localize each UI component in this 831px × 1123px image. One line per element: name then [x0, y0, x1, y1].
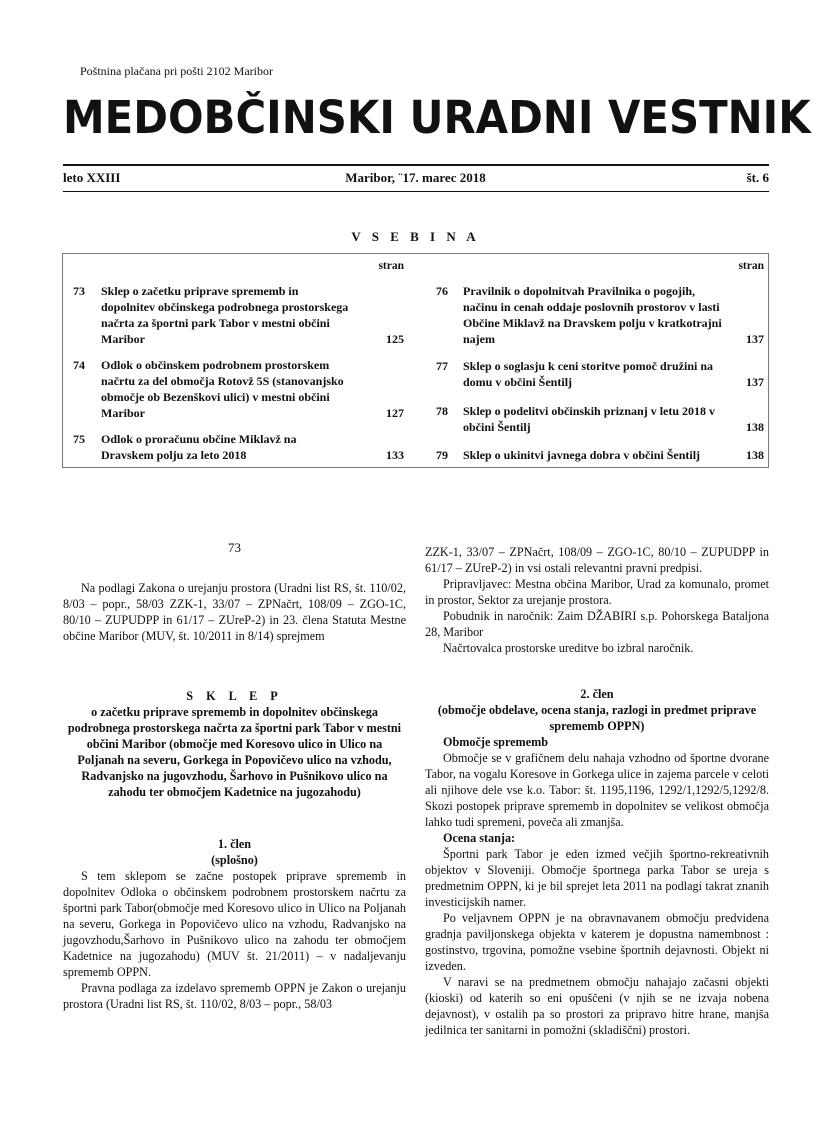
toc-entry-number: 79 — [436, 448, 448, 462]
toc-entry-title: Odlok o občinskem podrobnem prostorskem načrtu za del območja Rotovž 5S (stanovanjsko območje ob Bezenškovi ulici) v mestni občini Maribor — [101, 358, 344, 420]
toc-entry-title: Sklep o ukinitvi javnega dobra v občini Šentilj — [463, 448, 701, 462]
toc-entry-title: Pravilnik o dopolnitvah Pravilnika o pogojih, načinu in cenah oddaje poslovnih prostorov v lasti Občine Miklavž na Dravskem polju v kratkotrajni najem — [463, 284, 722, 346]
paragraph: Načrtovalca prostorske ureditve bo izbral naročnik. — [443, 641, 694, 655]
toc-entry-page: 137 — [746, 332, 764, 346]
toc-page-header: stran — [378, 260, 404, 272]
body-column-right — [425, 544, 769, 1038]
toc-entry-title: Sklep o podelitvi občinskih priznanj v letu 2018 v občini Šentilj — [463, 404, 716, 434]
toc-entry-title: Sklep o soglasju k ceni storitve pomoč družini na domu v občini Šentilj — [463, 359, 714, 389]
article-1-paragraph: Pravna podlaga za izdelavo sprememb OPPN je Zakon o urejanju prostora (Uradni list RS, št. 110/02, 8/03 – popr., 58/03 — [63, 981, 406, 1011]
toc-entry-page: 137 — [746, 375, 764, 389]
sklep-subtitle: o začetku priprave sprememb in dopolnitev občinskega podrobnega prostorskega načrta za športni park Tabor v mestni občini Maribor (območje med Koresovo ulico in Ulico na Poljanah na severu, Gorkega in Popovičevo ulico na vzhodu, Radvanjsko na jugovzhodu, Šarhovo in Pušnikovo ulico na zahodu ter območjem Kadetnice na jugozahodu) — [67, 705, 402, 799]
paragraph: V naravi se na predmetnem območju nahajajo začasni objekti (kioski) od katerih so eni opuščeni (v njih se ne izvaja nobena dejavnost), v ostalih pa so prostori za pripravo hitre hrane, manjša jedilnica ter sanitarni in pomožni (skladiščni) prostori. — [425, 975, 769, 1037]
contents-title: V S E B I N A — [351, 229, 480, 244]
toc-entry-number: 73 — [73, 284, 85, 298]
toc-entry-title: Sklep o začetku priprave sprememb in dopolnitev občinskega podrobnega prostorskega načrta za športni park Tabor v mestni občini Maribor — [101, 284, 349, 346]
toc-entry-page: 133 — [386, 448, 404, 462]
toc-entry-page: 127 — [386, 406, 404, 420]
toc-entry[interactable] — [428, 358, 768, 390]
toc-entry-page: 125 — [386, 332, 404, 346]
body-column-left — [63, 540, 406, 1012]
article-1-title: 1. člen — [217, 837, 252, 851]
toc-entry-page: 138 — [746, 448, 764, 462]
sklep-title: S K L E P — [186, 689, 283, 703]
toc-entry-number: 75 — [73, 432, 85, 446]
paragraph: Pobudnik in naročnik: Zaim DŽABIRI s.p. Pohorskega Bataljona 28, Maribor — [425, 609, 769, 639]
article-1-subtitle: (splošno) — [211, 853, 258, 867]
preamble: Na podlagi Zakona o urejanju prostora (Uradni list RS, št. 110/02, 8/03 – popr., 58/03 ZZK-1, 33/07 – ZPNačrt, 108/09 – ZGO-1C, 80/10 – ZUPUDPP in 61/17 – ZUreP-2) in 23. člena Statuta Mestne občine Maribor (MUV, št. 10/2011 in 8/14) sprejmem — [63, 581, 406, 643]
toc-entry[interactable] — [428, 403, 768, 435]
document-number: 73 — [228, 540, 241, 555]
article-1-paragraph: S tem sklepom se začne postopek priprave sprememb in dopolnitev Odloka o občinskem podrobnem prostorskem načrtu za športni park Tabor(območje med Koresovo ulico in Ulico na Poljanah na severu, Gorkega in Popovičevo ulico na vzhodu, Radvanjsko na jugovzhodu,Šarhovo in Pušnikovo ulico na zahodu ter območjem Kadetnice na jugozahodu) (MUV št. 21/2011) – v nadaljevanju sprememb OPPN. — [63, 869, 406, 979]
subheading-ocena: Ocena stanja: — [443, 831, 516, 845]
toc-entry[interactable] — [63, 283, 408, 347]
header-rule-bottom — [63, 191, 769, 192]
toc-entry-title: Odlok o proračunu občine Miklavž na Dravskem polju za leto 2018 — [101, 432, 297, 462]
toc-entry-number: 78 — [436, 404, 448, 418]
issue-date: Maribor, ¨17. marec 2018 — [345, 170, 486, 185]
toc-entry-number: 76 — [436, 284, 448, 298]
toc-entry[interactable] — [428, 283, 768, 347]
toc-entry[interactable] — [63, 431, 408, 463]
article-2-title: 2. člen — [580, 687, 614, 701]
issue-number: št. 6 — [746, 170, 769, 185]
paragraph: Športni park Tabor je eden izmed večjih športno-rekreativnih objektov v Sloveniji. Območje športnega parka Tabor se ureja s predmetnim OPPN, ki je bil sprejet leta 2011 na podlagi takrat znanih investicijskih namer. — [425, 847, 769, 909]
toc-entry-page: 138 — [746, 420, 764, 434]
table-of-contents — [62, 253, 769, 468]
paragraph: Po veljavnem OPPN je na obravnavanem območju predvidena gradnja paviljonskega objekta v katerem je dopustna namembnost : gostinstvo, trgovina, pomožne vsebine športnih dejavnosti. Objekt ni izveden. — [425, 911, 769, 973]
issue-year: leto XXIII — [63, 170, 121, 185]
toc-entry[interactable] — [428, 447, 768, 463]
paragraph-continuation: ZZK-1, 33/07 – ZPNačrt, 108/09 – ZGO-1C, 80/10 – ZUPUDPP in 61/17 – ZUreP-2) in vsi ostali relevantni pravni predpisi. — [425, 545, 769, 575]
toc-entry-number: 74 — [73, 358, 85, 372]
paragraph: Območje se v grafičnem delu nahaja vzhodno od športne dvorane Tabor, na vogalu Koresove in Gorkega ulice in zajema parcele v celoti ali njihove dele vse k.o. Tabor: št. 1195,1196, 1292/1,1292/5,1292/8. Skozi postopek priprave sprememb in dopolnitev se velikost območja lahko tudi spremeni, poveča ali zmanjša. — [425, 751, 769, 829]
article-2-subtitle: (območje obdelave, ocena stanja, razlogi in predmet priprave sprememb OPPN) — [437, 703, 757, 733]
paragraph: Pripravljavec: Mestna občina Maribor, Urad za komunalo, promet in prostor, Sektor za urejanje prostora. — [425, 577, 769, 607]
toc-entry[interactable] — [63, 357, 408, 421]
postage-note: Poštnina plačana pri pošti 2102 Maribor — [80, 64, 273, 78]
publication-masthead: MEDOBČINSKI URADNI VESTNIK — [63, 91, 811, 144]
subheading-obmocje: Območje sprememb — [443, 735, 549, 749]
toc-entry-number: 77 — [436, 359, 448, 373]
header-rule-top — [63, 164, 769, 166]
toc-page-header: stran — [738, 260, 764, 272]
